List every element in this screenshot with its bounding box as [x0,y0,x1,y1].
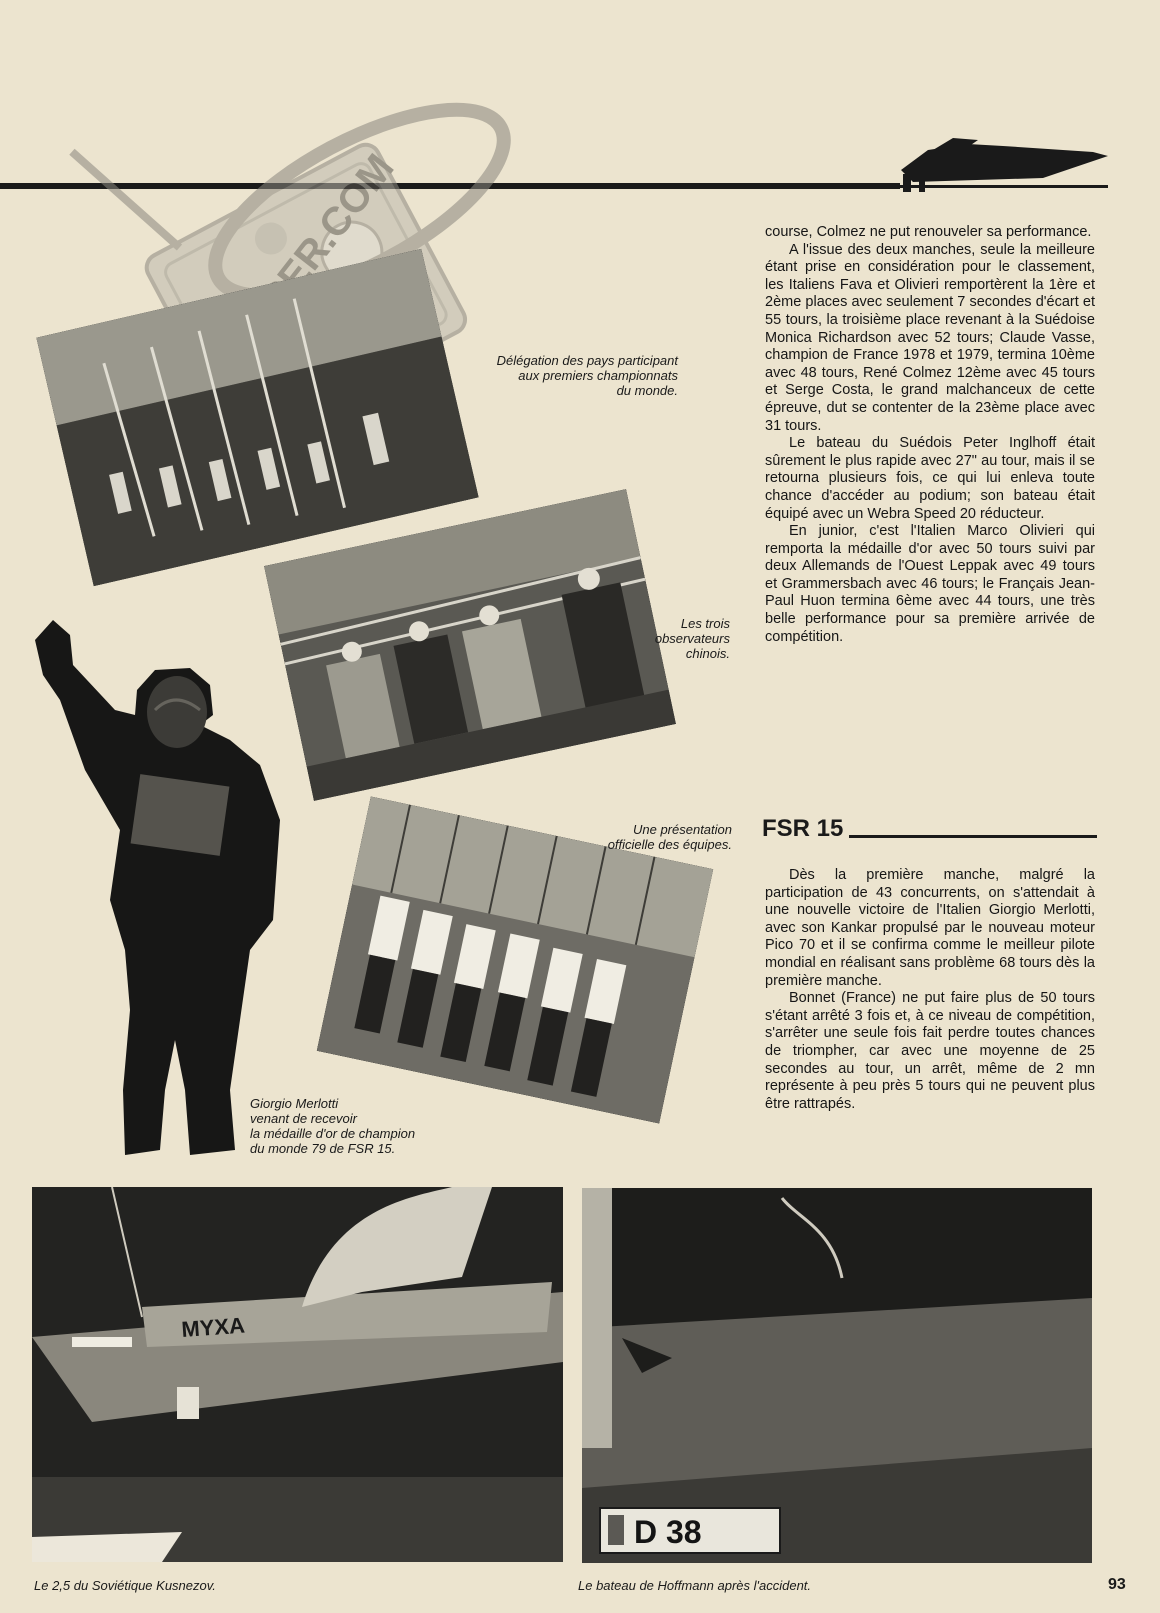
article-paragraph: course, Colmez ne put renouveler sa performance. [765,224,1092,240]
caption-presentation: Une présentation officielle des équipes. [607,822,732,852]
speedboat-icon [893,130,1113,200]
merlotti-cutout [25,620,285,1165]
license-plate-text: D 38 [634,1514,702,1550]
photo-kusnezov-boat [32,1187,563,1562]
article-paragraph: Le bateau du Suédois Peter Inglhoff était sûrement le plus rapide avec 27" au tour, mais il se retourna plusieurs fois, ce qui lui enleva toute chance d'accéder au podium; son bateau était équipé avec un Webra Speed 20 réducteur. [765,435,1095,522]
photo-observers [264,489,676,801]
article-paragraph: A l'issue des deux manches, seule la meilleure étant prise en considération pour le classement, les Italiens Fava et Olivieri remportèrent la 1ère et 2ème places avec seulement 7 secondes d'écart et 55 tours, la troisième place revenant à la Suédoise Monica Richardson avec 52 tours; Claude Vasse, champion de France 1978 et 1979, termina 10ème avec 48 tours, René Colmez 12ème avec 45 tours et Serge Costa, le grand malchanceux de cette épreuve, dut se contenter de la 23ème place avec 31 tours. [765,241,1095,434]
caption-delegation: Délégation des pays participant aux premiers championnats du monde. [496,353,678,398]
article-column-bottom [765,867,1095,1113]
section-rule [849,835,1097,838]
caption-observers: Les trois observateurs chinois. [654,616,730,661]
caption-merlotti: Giorgio Merlotti venant de recevoir la médaille d'or de champion du monde 79 de FSR 15. [250,1096,416,1156]
caption-hoffmann: Le bateau de Hoffmann après l'accident. [578,1578,812,1593]
article-paragraph: Dès la première manche, malgré la participation de 43 concurrents, on s'attendait à une nouvelle victoire de l'Italien Giorgio Merlotti, avec son Kankar propulsé par le nouveau moteur Pico 70 et il se confirma comme le meilleur pilote mondial en réalisant sans problème 68 tours dès la première manche. [765,867,1095,989]
section-title: FSR 15 [762,815,844,842]
article-paragraph: Bonnet (France) ne put faire plus de 50 tours s'étant arrêté 3 fois et, à ce niveau de compétition, s'arrêter une seule fois fait perdre toutes chances de triompher, car avec une moyenne de 25 secondes au tour, un arrêt, même de 2 mn représente à peu près 5 tours qui ne peuvent plus être rattrapés. [765,990,1095,1112]
article-column-top [765,224,1095,646]
section-heading [762,812,1097,842]
article-paragraph: En junior, c'est l'Italien Marco Olivieri qui remporta la médaille d'or avec 50 tours suivi par deux Allemands de l'Ouest Leppak avec 49 tours et Grammersbach avec 46 tours; le Français Jean-Paul Huon termina 6ème avec 44 tours, une très belle performance pour sa première arrivée de compétition. [765,523,1095,645]
photo-hoffmann-boat [582,1188,1092,1563]
page-number: 93 [1108,1576,1126,1593]
caption-kusnezov: Le 2,5 du Soviétique Kusnezov. [34,1578,216,1593]
boat-name-label: MYXA [180,1312,246,1342]
